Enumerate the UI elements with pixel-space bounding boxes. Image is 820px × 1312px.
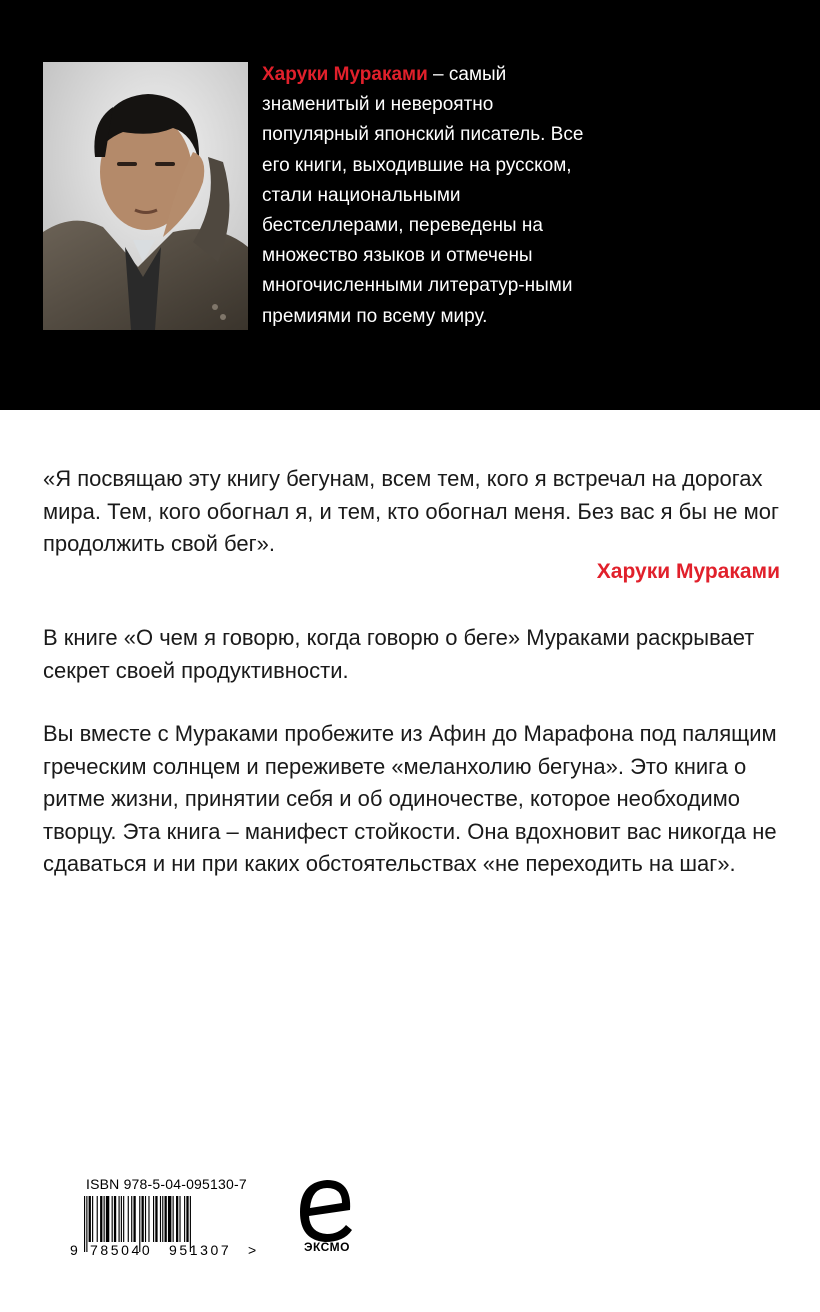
author-bio	[262, 60, 597, 332]
bio-author-name: Харуки Мураками	[262, 64, 428, 85]
quote-signature: Харуки Мураками	[596, 560, 780, 583]
barcode-left-group: 785040	[90, 1242, 153, 1258]
barcode-right-group: 951307	[169, 1242, 232, 1258]
description-paragraph-2: Вы вместе с Мураками пробежите из Афин до Марафона под палящим греческим солнцем и переживете «меланхолию бегуна». Это книга о ритме жизни, принятии себя и об одиночестве, которое необходимо творцу. Эта книга – манифест стойкости. Она вдохновит вас никогда не сдаваться и ни при каких обстоятельствах «не переходить на шаг».	[43, 721, 777, 876]
isbn-label: ISBN 978-5-04-095130-7	[86, 1176, 247, 1192]
author-portrait-image	[43, 62, 248, 330]
barcode-digits	[70, 1240, 260, 1260]
eksmo-logo-icon	[292, 1170, 362, 1270]
dedication-quote: «Я посвящаю эту книгу бегунам, всем тем, кого я встречал на дорогах мира. Тем, кого обогнал я, и тем, кто обогнал меня. Без вас я бы не мог продолжить свой бег».	[43, 466, 780, 556]
author-photo	[43, 62, 248, 330]
barcode-first-digit: 9	[70, 1242, 78, 1258]
description-paragraph-1: В книге «О чем я говорю, когда говорю о беге» Мураками раскрывает секрет своей продуктивности.	[43, 625, 755, 683]
barcode-end-mark: >	[248, 1242, 257, 1258]
bio-text: – самый знаменитый и невероятно популярный японский писатель. Все его книги, выходившие на русском, стали национальными бестселлерами, переведены на множество языков и отмечены многочисленными литератур-ными премиями по всему миру.	[262, 64, 584, 327]
publisher-name: ЭКСМО	[303, 1240, 351, 1254]
